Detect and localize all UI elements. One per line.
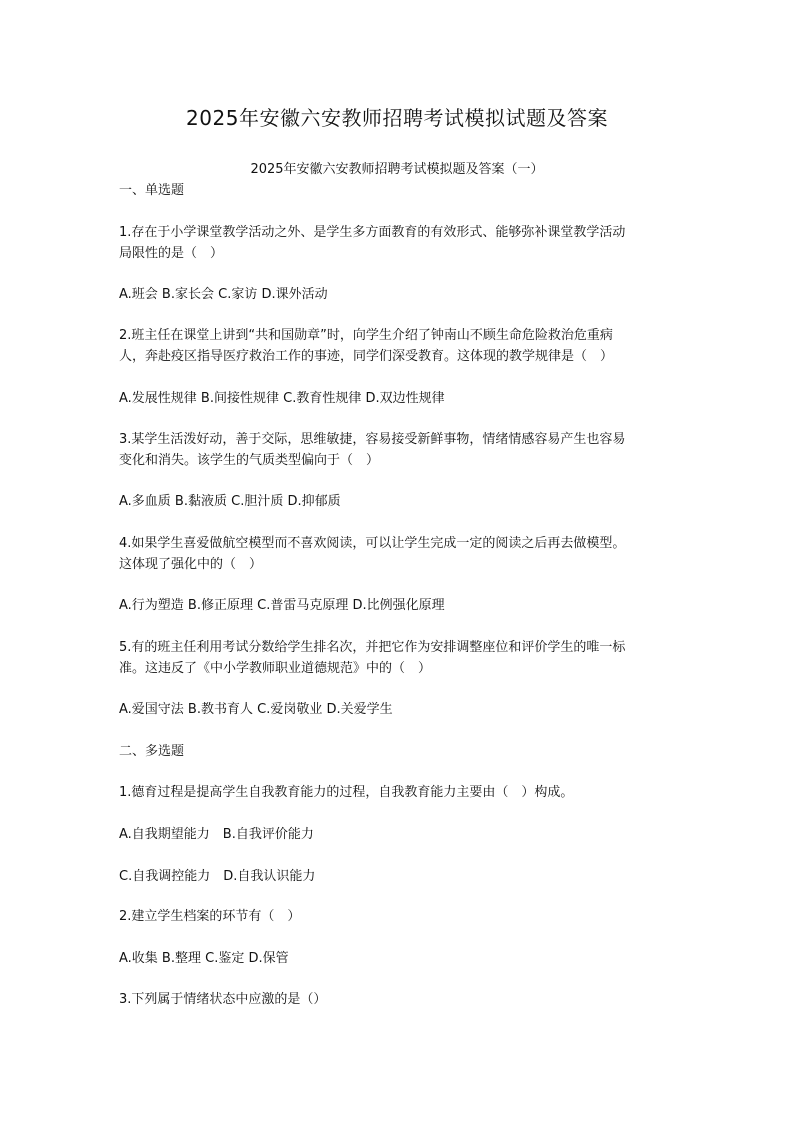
document-title: 2025年安徽六安教师招聘考试模拟试题及答案 [186,106,608,130]
section-heading-multiple-choice: 二、多选题 [119,744,185,759]
multi-question-2-text: 2.建立学生档案的环节有（ ） [119,909,301,924]
question-1-text-line-1: 1.存在于小学课堂教学活动之外、是学生多方面教育的有效形式、能够弥补课堂教学活动 [119,225,626,240]
question-3-options: A.多血质 B.黏液质 C.胆汁质 D.抑郁质 [119,494,341,509]
section-heading-single-choice: 一、单选题 [119,183,185,198]
document-subtitle: 2025年安徽六安教师招聘考试模拟题及答案（一） [250,162,544,177]
multi-question-1-options-cd: C.自我调控能力 D.自我认识能力 [119,869,316,884]
multi-question-3-text: 3.下列属于情绪状态中应激的是（） [119,992,327,1007]
question-4-text-line-2: 这体现了强化中的（ ） [119,557,263,572]
question-4-options: A.行为塑造 B.修正原理 C.普雷马克原理 D.比例强化原理 [119,598,445,613]
question-2-text-line-2: 人，奔赴疫区指导医疗救治工作的事迹，同学们深受教育。这体现的教学规律是（ ） [119,349,614,364]
question-2-options: A.发展性规律 B.间接性规律 C.教育性规律 D.双边性规律 [119,391,445,406]
question-5-options: A.爱国守法 B.教书育人 C.爱岗敬业 D.关爱学生 [119,702,393,717]
question-2-text-line-1: 2.班主任在课堂上讲到“共和国勋章”时，向学生介绍了钟南山不顾生命危险救治危重病 [119,328,613,343]
multi-question-1-options-ab: A.自我期望能力 B.自我评价能力 [119,827,314,842]
question-1-text-line-2: 局限性的是（ ） [119,246,224,261]
question-3-text-line-2: 变化和消失。该学生的气质类型偏向于（ ） [119,453,380,468]
question-1-options: A.班会 B.家长会 C.家访 D.课外活动 [119,287,328,302]
question-3-text-line-1: 3.某学生活泼好动，善于交际，思维敏捷，容易接受新鲜事物，情绪情感容易产生也容易 [119,432,626,447]
question-5-text-line-1: 5.有的班主任利用考试分数给学生排名次，并把它作为安排调整座位和评价学生的唯一标 [119,640,626,655]
question-4-text-line-1: 4.如果学生喜爱做航空模型而不喜欢阅读，可以让学生完成一定的阅读之后再去做模型。 [119,536,626,551]
question-5-text-line-2: 准。这违反了《中小学教师职业道德规范》中的（ ） [119,661,432,676]
multi-question-2-options: A.收集 B.整理 C.鉴定 D.保管 [119,951,289,966]
multi-question-1-text: 1.德育过程是提高学生自我教育能力的过程，自我教育能力主要由（ ）构成。 [119,785,574,800]
